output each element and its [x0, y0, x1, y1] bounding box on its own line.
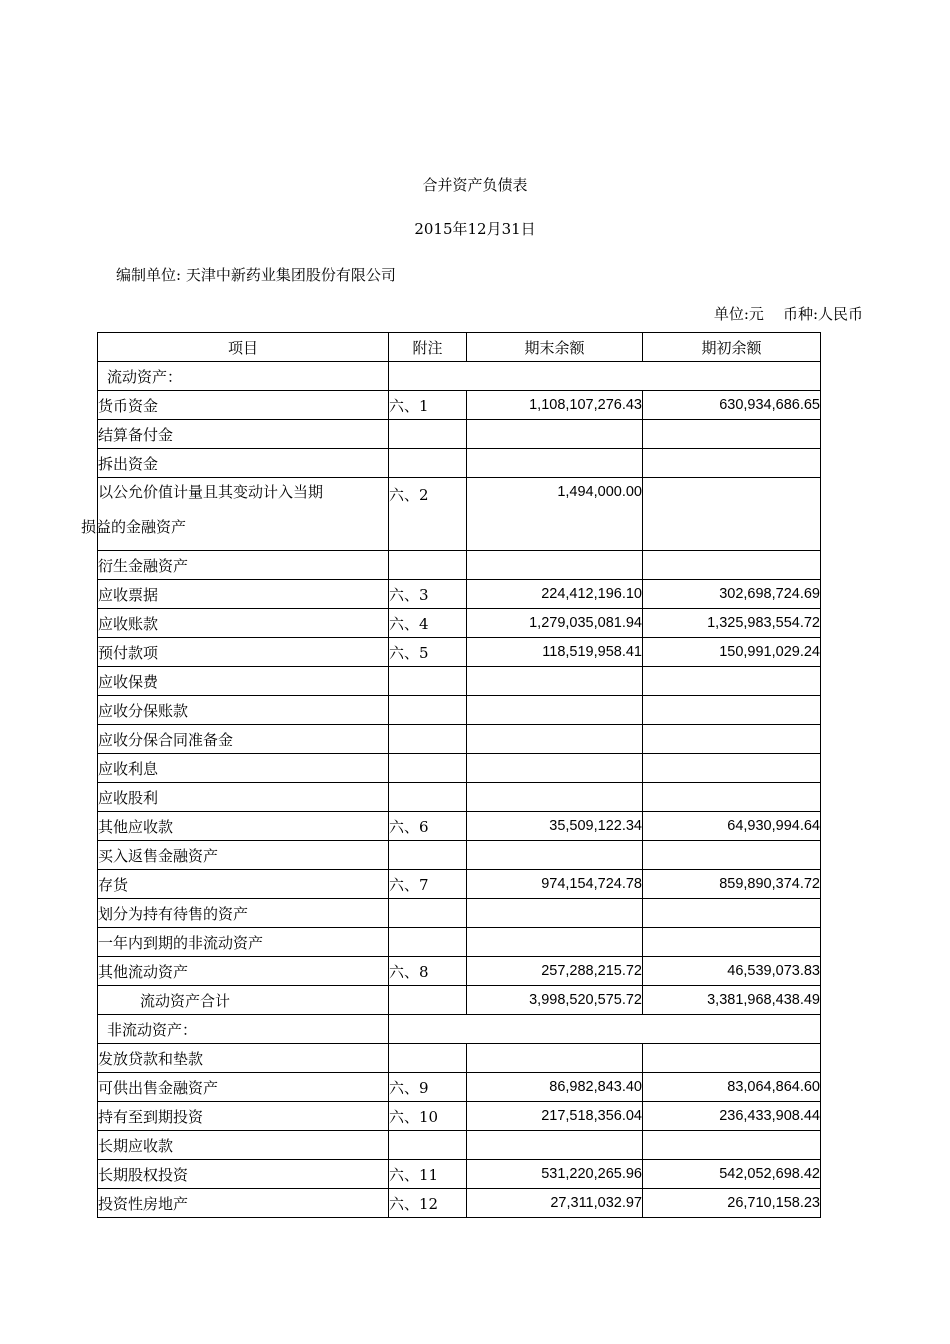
row-item-label: 流动资产合计	[98, 986, 389, 1015]
row-begin-balance: 542,052,698.42	[643, 1160, 821, 1189]
column-header-item: 项目	[98, 333, 389, 362]
row-end-balance: 1,494,000.00	[467, 478, 643, 551]
row-note	[389, 783, 467, 812]
table-row	[98, 1160, 821, 1189]
row-end-balance	[467, 928, 643, 957]
table-row	[98, 420, 821, 449]
row-end-balance	[467, 754, 643, 783]
row-note: 六、4	[389, 609, 467, 638]
table-row	[98, 1073, 821, 1102]
currency-unit: 单位:元 币种:人民币	[713, 305, 863, 323]
table-row	[98, 754, 821, 783]
row-note: 六、5	[389, 638, 467, 667]
row-end-balance	[467, 420, 643, 449]
table-row	[98, 609, 821, 638]
row-end-balance	[467, 783, 643, 812]
row-note	[389, 986, 467, 1015]
row-note	[389, 1131, 467, 1160]
row-end-balance: 3,998,520,575.72	[467, 986, 643, 1015]
row-item-label: 可供出售金融资产	[98, 1073, 389, 1102]
row-begin-balance	[643, 841, 821, 870]
table-row	[98, 449, 821, 478]
row-note	[389, 449, 467, 478]
row-begin-balance: 26,710,158.23	[643, 1189, 821, 1218]
row-begin-balance: 3,381,968,438.49	[643, 986, 821, 1015]
row-item-label: 应收分保账款	[98, 696, 389, 725]
row-item-label: 划分为持有待售的资产	[98, 899, 389, 928]
row-end-balance: 1,108,107,276.43	[467, 391, 643, 420]
table-row	[98, 696, 821, 725]
row-begin-balance	[643, 899, 821, 928]
table-row	[98, 812, 821, 841]
row-end-balance	[467, 449, 643, 478]
column-header-begin-balance: 期初余额	[643, 333, 821, 362]
row-item-label: 持有至到期投资	[98, 1102, 389, 1131]
row-end-balance: 257,288,215.72	[467, 957, 643, 986]
row-end-balance	[467, 725, 643, 754]
row-item-label: 预付款项	[98, 638, 389, 667]
column-header-end-balance: 期末余额	[467, 333, 643, 362]
row-end-balance: 217,518,356.04	[467, 1102, 643, 1131]
table-row	[98, 391, 821, 420]
row-begin-balance	[643, 667, 821, 696]
row-note	[389, 1044, 467, 1073]
row-item-label: 应收票据	[98, 580, 389, 609]
row-note	[389, 928, 467, 957]
table-row	[98, 1189, 821, 1218]
row-begin-balance: 859,890,374.72	[643, 870, 821, 899]
row-item-label: 存货	[98, 870, 389, 899]
row-begin-balance: 236,433,908.44	[643, 1102, 821, 1131]
row-end-balance: 531,220,265.96	[467, 1160, 643, 1189]
row-end-balance	[467, 696, 643, 725]
report-date: 2015年12月31日	[414, 220, 536, 238]
table-row	[98, 1044, 821, 1073]
row-note: 六、10	[389, 1102, 467, 1131]
table-row	[98, 725, 821, 754]
table-row	[98, 928, 821, 957]
row-begin-balance	[643, 420, 821, 449]
row-begin-balance	[643, 928, 821, 957]
row-begin-balance: 83,064,864.60	[643, 1073, 821, 1102]
table-row	[98, 957, 821, 986]
row-note	[389, 899, 467, 928]
row-item-label: 买入返售金融资产	[98, 841, 389, 870]
row-end-balance: 224,412,196.10	[467, 580, 643, 609]
row-note	[389, 551, 467, 580]
row-item-label: 应收保费	[98, 667, 389, 696]
row-end-balance	[467, 1044, 643, 1073]
row-item-label: 拆出资金	[98, 449, 389, 478]
row-begin-balance	[643, 725, 821, 754]
row-item-label: 非流动资产：	[98, 1015, 389, 1044]
table-row	[98, 638, 821, 667]
row-end-balance	[467, 841, 643, 870]
row-note	[389, 420, 467, 449]
row-note: 六、12	[389, 1189, 467, 1218]
row-end-balance	[467, 551, 643, 580]
subtotal-row	[98, 986, 821, 1015]
row-item-label: 应收账款	[98, 609, 389, 638]
row-begin-balance	[643, 449, 821, 478]
row-item-label: 应收分保合同准备金	[98, 725, 389, 754]
row-note: 六、6	[389, 812, 467, 841]
section-spacer	[389, 362, 821, 391]
row-note	[389, 667, 467, 696]
table-row	[98, 478, 821, 551]
row-begin-balance: 302,698,724.69	[643, 580, 821, 609]
table-header-row	[98, 333, 821, 362]
row-end-balance: 974,154,724.78	[467, 870, 643, 899]
row-item-label: 一年内到期的非流动资产	[98, 928, 389, 957]
row-begin-balance	[643, 783, 821, 812]
report-title: 合并资产负债表	[422, 176, 528, 194]
row-begin-balance	[643, 1131, 821, 1160]
row-end-balance: 35,509,122.34	[467, 812, 643, 841]
row-item-label: 结算备付金	[98, 420, 389, 449]
row-begin-balance: 64,930,994.64	[643, 812, 821, 841]
table-row	[98, 551, 821, 580]
row-item-label: 长期应收款	[98, 1131, 389, 1160]
row-item-label: 应收股利	[98, 783, 389, 812]
table-row	[98, 1102, 821, 1131]
row-note: 六、8	[389, 957, 467, 986]
table-row	[98, 580, 821, 609]
row-note	[389, 696, 467, 725]
row-begin-balance: 630,934,686.65	[643, 391, 821, 420]
row-note: 六、1	[389, 391, 467, 420]
row-note	[389, 841, 467, 870]
row-item-label: 其他应收款	[98, 812, 389, 841]
row-item-label: 投资性房地产	[98, 1189, 389, 1218]
table-row	[98, 870, 821, 899]
row-end-balance: 86,982,843.40	[467, 1073, 643, 1102]
row-end-balance	[467, 899, 643, 928]
row-note: 六、9	[389, 1073, 467, 1102]
section-spacer	[389, 1015, 821, 1044]
row-begin-balance: 1,325,983,554.72	[643, 609, 821, 638]
row-item-label	[81, 478, 389, 551]
row-begin-balance: 150,991,029.24	[643, 638, 821, 667]
row-note: 六、11	[389, 1160, 467, 1189]
table-row	[98, 841, 821, 870]
row-item-label: 发放贷款和垫款	[98, 1044, 389, 1073]
row-item-label: 长期股权投资	[98, 1160, 389, 1189]
row-item-label: 货币资金	[98, 391, 389, 420]
row-item-label-line1: 以公允价值计量且其变动计入当期	[98, 483, 324, 501]
row-item-label: 其他流动资产	[98, 957, 389, 986]
row-item-label: 流动资产：	[98, 362, 389, 391]
row-begin-balance: 46,539,073.83	[643, 957, 821, 986]
row-note: 六、2	[389, 478, 467, 551]
column-header-note: 附注	[389, 333, 467, 362]
row-item-label: 应收利息	[98, 754, 389, 783]
section-row	[98, 1015, 821, 1044]
company-name: 编制单位: 天津中新药业集团股份有限公司	[116, 266, 396, 284]
section-row	[98, 362, 821, 391]
row-end-balance: 1,279,035,081.94	[467, 609, 643, 638]
row-end-balance: 27,311,032.97	[467, 1189, 643, 1218]
row-begin-balance	[643, 478, 821, 551]
table-row	[98, 667, 821, 696]
row-begin-balance	[643, 551, 821, 580]
row-begin-balance	[643, 696, 821, 725]
row-item-label-line2: 损益的金融资产	[81, 518, 187, 536]
table-row	[98, 899, 821, 928]
row-note: 六、3	[389, 580, 467, 609]
row-note	[389, 725, 467, 754]
row-end-balance	[467, 1131, 643, 1160]
row-item-label: 衍生金融资产	[98, 551, 389, 580]
row-note: 六、7	[389, 870, 467, 899]
table-row	[98, 783, 821, 812]
row-end-balance: 118,519,958.41	[467, 638, 643, 667]
row-end-balance	[467, 667, 643, 696]
balance-sheet-table	[81, 332, 821, 1218]
row-note	[389, 754, 467, 783]
row-begin-balance	[643, 1044, 821, 1073]
table-row	[98, 1131, 821, 1160]
row-begin-balance	[643, 754, 821, 783]
